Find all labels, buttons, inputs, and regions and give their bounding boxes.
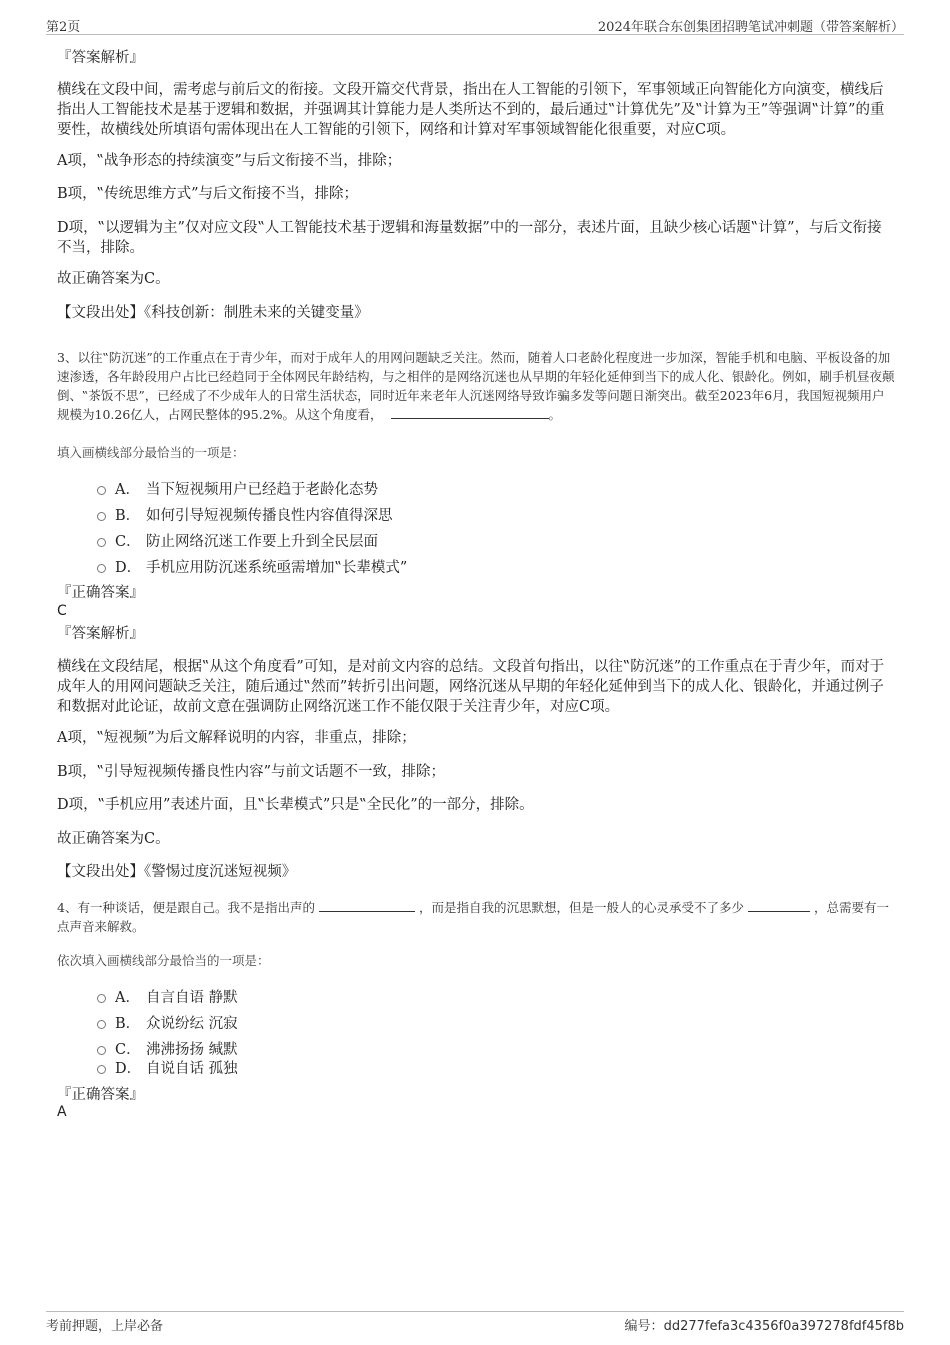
- q3-option-b[interactable]: [97, 504, 393, 525]
- q4-option-b[interactable]: [97, 1012, 238, 1033]
- q4-stem-part-2: ，而是指自我的沉思默想，但是一般人的心灵承受不了多少: [418, 900, 744, 915]
- option-text: 自说自话 孤独: [146, 1061, 238, 1077]
- option-text: 如何引导短视频传播良性内容值得深思: [146, 508, 393, 524]
- option-text: 沸沸扬扬 缄默: [146, 1042, 238, 1058]
- q3-stem-text: 3、以往‟防沉迷”的工作重点在于青少年，而对于成年人的用网问题缺乏关注。然而，随着人口老龄化程度进一步加深，智能手机和电脑、平板设备的加速渗透，各年龄段用户占比已经趋同于全体网民年龄结构，与之相伴的是网络沉迷也从早期的年轻化延伸到当下的成人化、银龄化。例如，刷手机昼夜颠倒、‟茶饭不思”，已经成了不少成年人的日常生活状态，同时近年来老年人沉迷网络导致诈骗多发等问题日渐突出。截至2023年6月，我国短视频用户规模为10.26亿人，占网民整体的95.2%。从这个角度看，: [57, 350, 895, 422]
- q3-stem-end: 。: [548, 407, 562, 422]
- q2-item-b: B项，‟传统思维方式”与后文衔接不当，排除；: [57, 186, 358, 202]
- q4-stem-part-3: ，总需要有一点声音来解救。: [57, 900, 889, 934]
- option-letter: D．: [115, 560, 142, 576]
- radio-icon[interactable]: [97, 1046, 106, 1055]
- q4-blank-2: [748, 898, 810, 912]
- q3-item-a: A项，‟短视频”为后文解释说明的内容，非重点，排除；: [57, 730, 416, 746]
- q2-source: 【文段出处】《科技创新：制胜未来的关键变量》: [57, 305, 369, 321]
- q3-stem: [57, 348, 895, 424]
- q3-source: 【文段出处】《警惕过度沉迷短视频》: [57, 864, 297, 880]
- option-text: 自言自语 静默: [146, 990, 238, 1006]
- radio-icon[interactable]: [97, 512, 106, 521]
- q3-option-a[interactable]: [97, 478, 378, 499]
- q2-item-a: A项，‟战争形态的持续演变”与后文衔接不当，排除；: [57, 153, 402, 169]
- q3-conclusion: 故正确答案为C。: [57, 831, 170, 847]
- footer-slogan: 考前押题，上岸必备: [46, 1319, 164, 1334]
- radio-icon[interactable]: [97, 1065, 106, 1074]
- option-text: 当下短视频用户已经趋于老龄化态势: [146, 482, 378, 498]
- q4-answer-heading: 『正确答案』: [57, 1087, 144, 1103]
- q4-stem: [57, 898, 895, 936]
- option-letter: C．: [115, 534, 141, 550]
- q3-item-b: B项，‟引导短视频传播良性内容”与前文话题不一致，排除；: [57, 764, 445, 780]
- q3-prompt: 填入画横线部分最恰当的一项是：: [57, 445, 245, 460]
- q3-item-d: D项，‟手机应用”表述片面，且‟长辈模式”只是‟全民化”的一部分，排除。: [57, 797, 534, 813]
- q2-conclusion: 故正确答案为C。: [57, 271, 170, 287]
- q2-item-d: D项，‟以逻辑为主”仅对应文段‟人工智能技术基于逻辑和海量数据”中的一部分，表述片面，且缺少核心话题‟计算”，与后文衔接不当，排除。: [57, 220, 882, 256]
- page-footer: [46, 1311, 904, 1336]
- option-text: 众说纷纭 沉寂: [146, 1016, 238, 1032]
- q4-stem-part-1: 4、有一种谈话，便是跟自己。我不是指出声的: [57, 900, 315, 915]
- q3-analysis-body: 横线在文段结尾，根据‟从这个角度看”可知，是对前文内容的总结。文段首句指出，以往‟防沉迷”的工作重点在于青少年，而对于成年人的用网问题缺乏关注，随后通过‟然而”转折引出问题，网络沉迷从早期的年轻化延伸到当下的成人化、银龄化，并通过例子和数据对此论证，故前文意在强调防止网络沉迷工作不能仅限于关注青少年，对应C项。: [57, 659, 885, 715]
- q3-blank: [391, 405, 549, 419]
- option-letter: B．: [115, 1016, 141, 1032]
- q3-option-d[interactable]: [97, 556, 407, 577]
- option-letter: C．: [115, 1042, 141, 1058]
- q4-option-c[interactable]: [97, 1038, 238, 1059]
- radio-icon[interactable]: [97, 1020, 106, 1029]
- radio-icon[interactable]: [97, 994, 106, 1003]
- option-text: 手机应用防沉迷系统亟需增加‟长辈模式”: [146, 560, 408, 576]
- option-letter: A．: [115, 990, 140, 1006]
- q3-analysis-heading: 『答案解析』: [57, 626, 144, 642]
- q3-answer: C: [57, 603, 67, 619]
- q2-analysis-body: 横线在文段中间，需考虑与前后文的衔接。文段开篇交代背景，指出在人工智能的引领下，军事领域正向智能化方向演变，横线后指出人工智能技术是基于逻辑和数据，并强调其计算能力是人类所达不到的，最后通过‟计算优先”及‟计算为王”等强调‟计算”的重要性，故横线处所填语句需体现出在人工智能的引领下，网络和计算对军事领域智能化很重要，对应C项。: [57, 82, 885, 138]
- q2-analysis-heading: 『答案解析』: [57, 50, 144, 66]
- q4-option-d[interactable]: [97, 1057, 238, 1078]
- code-label: 编号：: [624, 1319, 664, 1334]
- page-header: [46, 14, 904, 35]
- option-letter: A．: [115, 482, 140, 498]
- option-letter: B．: [115, 508, 141, 524]
- q3-answer-heading: 『正确答案』: [57, 585, 144, 601]
- document-title: 2024年联合东创集团招聘笔试冲刺题（带答案解析）: [597, 20, 904, 35]
- document-code: [625, 1315, 904, 1334]
- option-letter: D．: [115, 1061, 142, 1077]
- q3-option-c[interactable]: [97, 530, 378, 551]
- option-text: 防止网络沉迷工作要上升到全民层面: [146, 534, 378, 550]
- q4-prompt: 依次填入画横线部分最恰当的一项是：: [57, 953, 270, 968]
- code-value: dd277fefa3c4356f0a397278fdf45f8b: [663, 1319, 904, 1334]
- page-number: 第2页: [46, 20, 81, 35]
- radio-icon[interactable]: [97, 538, 106, 547]
- q4-answer: A: [57, 1104, 67, 1120]
- q4-blank-1: [319, 898, 415, 912]
- radio-icon[interactable]: [97, 564, 106, 573]
- radio-icon[interactable]: [97, 486, 106, 495]
- q4-option-a[interactable]: [97, 986, 238, 1007]
